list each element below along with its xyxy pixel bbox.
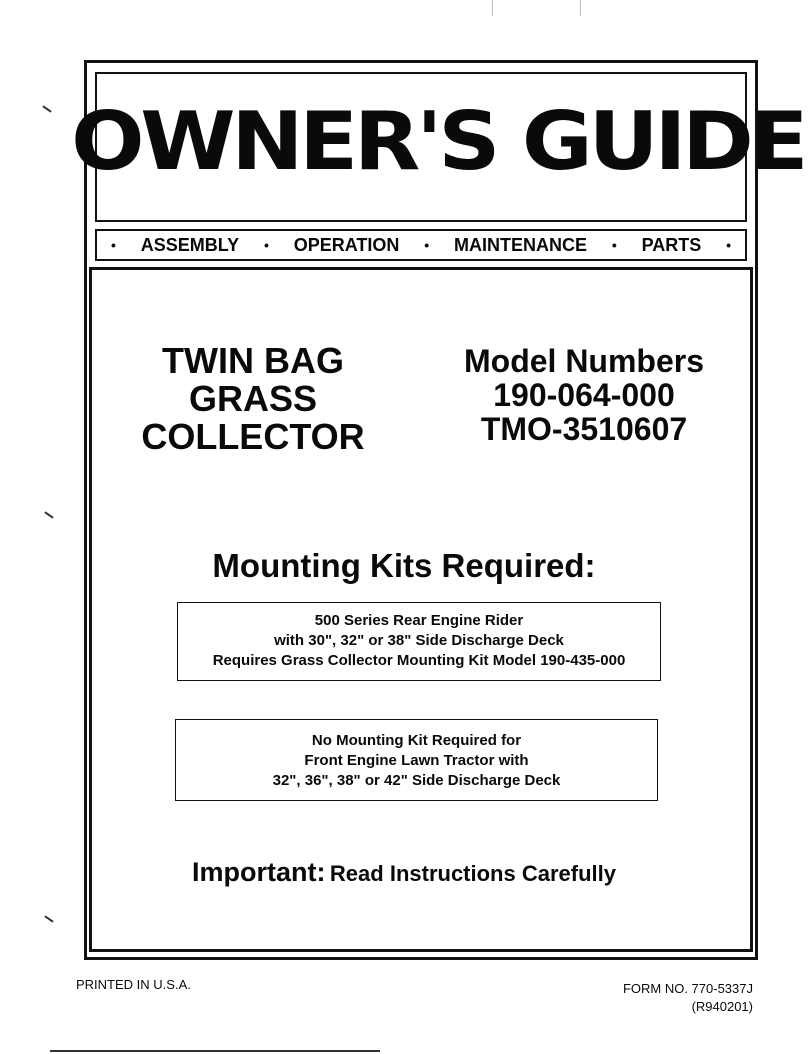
model-number: TMO-3510607: [480, 411, 688, 447]
kit-line: Front Engine Lawn Tractor with: [304, 752, 529, 769]
printed-in: PRINTED IN U.S.A.: [76, 977, 191, 992]
scan-line: [492, 0, 493, 16]
bullet: •: [263, 237, 269, 253]
kit-line: Requires Grass Collector Mounting Kit Model 190-435-000: [212, 652, 626, 669]
section-operation: OPERATION: [293, 234, 400, 255]
model-heading: Model Numbers: [463, 343, 705, 379]
important-text: Read Instructions Carefully: [329, 861, 616, 886]
product-title: [118, 342, 388, 456]
revision-code: (R940201): [691, 999, 753, 1014]
kit-box-rear-engine: [177, 602, 661, 681]
kit-box-front-engine: [175, 719, 658, 801]
scan-mark: [44, 915, 53, 922]
guide-title: OWNER'S GUIDE: [71, 95, 805, 188]
important-notice: [0, 857, 808, 888]
product-title-line: TWIN BAG: [162, 340, 344, 381]
form-number: FORM NO. 770-5337J: [622, 981, 753, 996]
section-strip: [95, 229, 747, 261]
model-numbers: [440, 344, 728, 446]
title-banner: [71, 72, 805, 222]
bullet: •: [424, 237, 430, 253]
scan-edge-line: [50, 1050, 380, 1052]
scan-mark: [44, 511, 53, 518]
product-title-line: GRASS: [188, 378, 318, 419]
kits-heading: Mounting Kits Required:: [212, 547, 596, 584]
kit-line: 500 Series Rear Engine Rider: [314, 612, 524, 629]
bullet: •: [111, 237, 116, 253]
form-number-block: [590, 980, 753, 1016]
kit-line: 32", 36", 38" or 42" Side Discharge Deck: [272, 772, 561, 789]
important-label: Important:: [191, 857, 326, 887]
bullet: •: [726, 237, 731, 253]
kit-line: with 30", 32" or 38" Side Discharge Deck: [274, 632, 564, 649]
scan-mark: [42, 105, 51, 112]
scan-line: [580, 0, 581, 16]
model-number: 190-064-000: [493, 377, 675, 413]
product-title-line: COLLECTOR: [141, 416, 365, 457]
kit-line: No Mounting Kit Required for: [311, 732, 522, 749]
section-maintenance: MAINTENANCE: [453, 234, 587, 255]
section-parts: PARTS: [641, 234, 702, 255]
bullet: •: [611, 237, 617, 253]
section-assembly: ASSEMBLY: [140, 234, 240, 255]
